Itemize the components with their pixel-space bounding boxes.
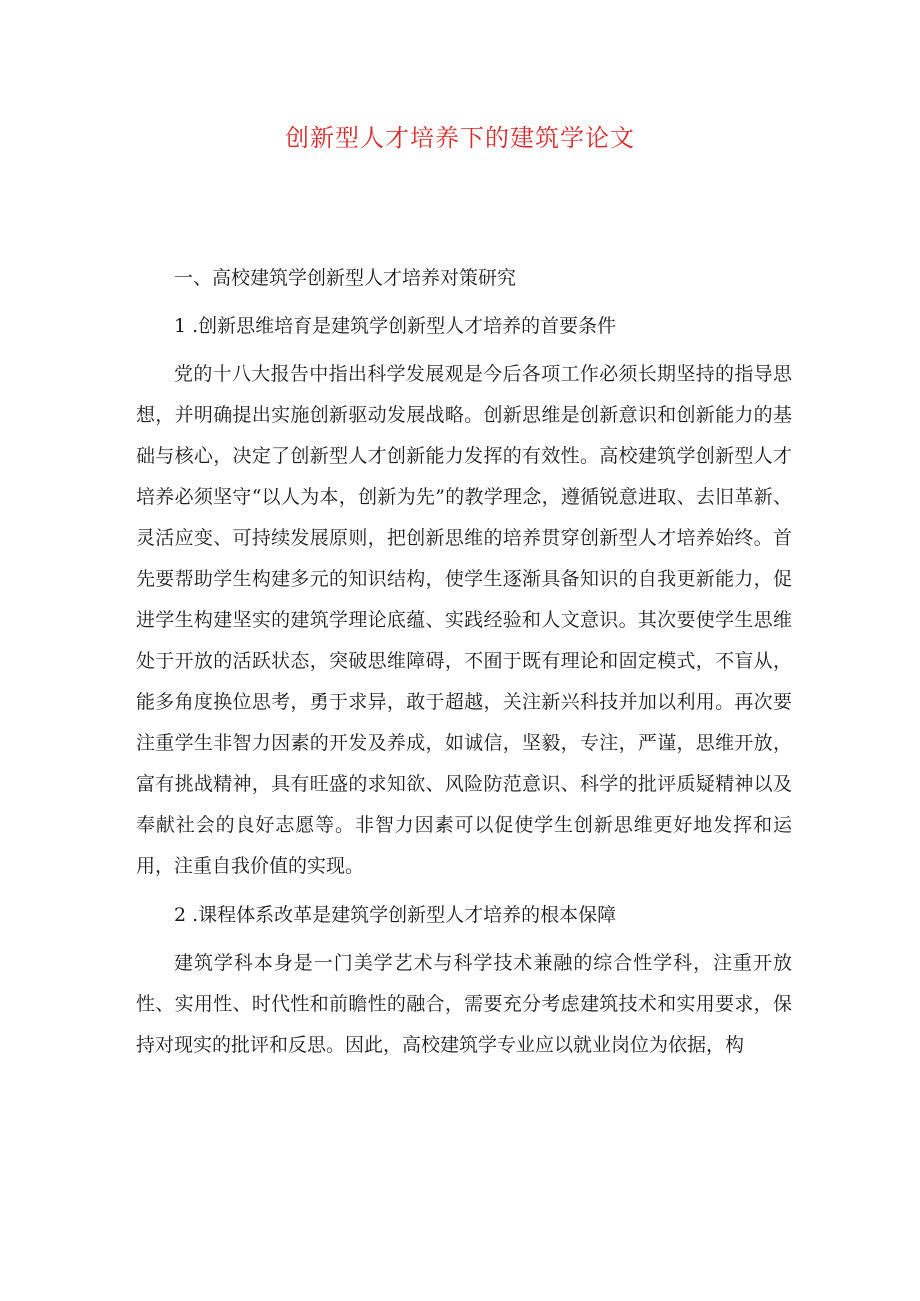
paragraph-1: 党的十八大报告中指出科学发展观是今后各项工作必须长期坚持的指导思想，并明确提出实施创新驱动发展战略。创新思维是创新意识和创新能力的基础与核心，决定了创新型人才创新能力发挥的有效性。高校建筑学创新型人才培养必须坚守“以人为本，创新为先”的教学理念，遵循锐意进取、去旧革新、灵活应变、可持续发展原则，把创新思维的培养贯穿创新型人才培养始终。首先要帮助学生构建多元的知识结构，使学生逐渐具备知识的自我更新能力，促进学生构建坚实的建筑学理论底蕴、实践经验和人文意识。其次要使学生思维处于开放的活跃状态，突破思维障碍，不囿于既有理论和固定模式，不盲从，能多角度换位思考，勇于求异，敢于超越，关注新兴科技并加以利用。再次要注重学生非智力因素的开发及养成，如诚信，坚毅，专注，严谨，思维开放，富有挑战精神，具有旺盛的求知欲、风险防范意识、科学的批评质疑精神以及奉献社会的良好志愿等。非智力因素可以促使学生创新思维更好地发挥和运用，注重自我价值的实现。 <box>136 363 792 877</box>
section-heading-1: 一、高校建筑学创新型人才培养对策研究 <box>174 267 517 289</box>
document-title: 创新型人才培养下的建筑学论文 <box>285 124 635 152</box>
document-body <box>136 258 792 1074</box>
subsection-heading-1: 1 .创新思维培育是建筑学创新型人才培养的首要条件 <box>174 315 617 337</box>
subsection-heading-2: 2 .课程体系改革是建筑学创新型人才培养的根本保障 <box>174 904 617 926</box>
paragraph-2: 建筑学科本身是一门美学艺术与科学技术兼融的综合性学科，注重开放性、实用性、时代性和前瞻性的融合，需要充分考虑建筑技术和实用要求，保持对现实的批评和反思。因此，高校建筑学专业应以就业岗位为依据，构 <box>136 952 792 1056</box>
